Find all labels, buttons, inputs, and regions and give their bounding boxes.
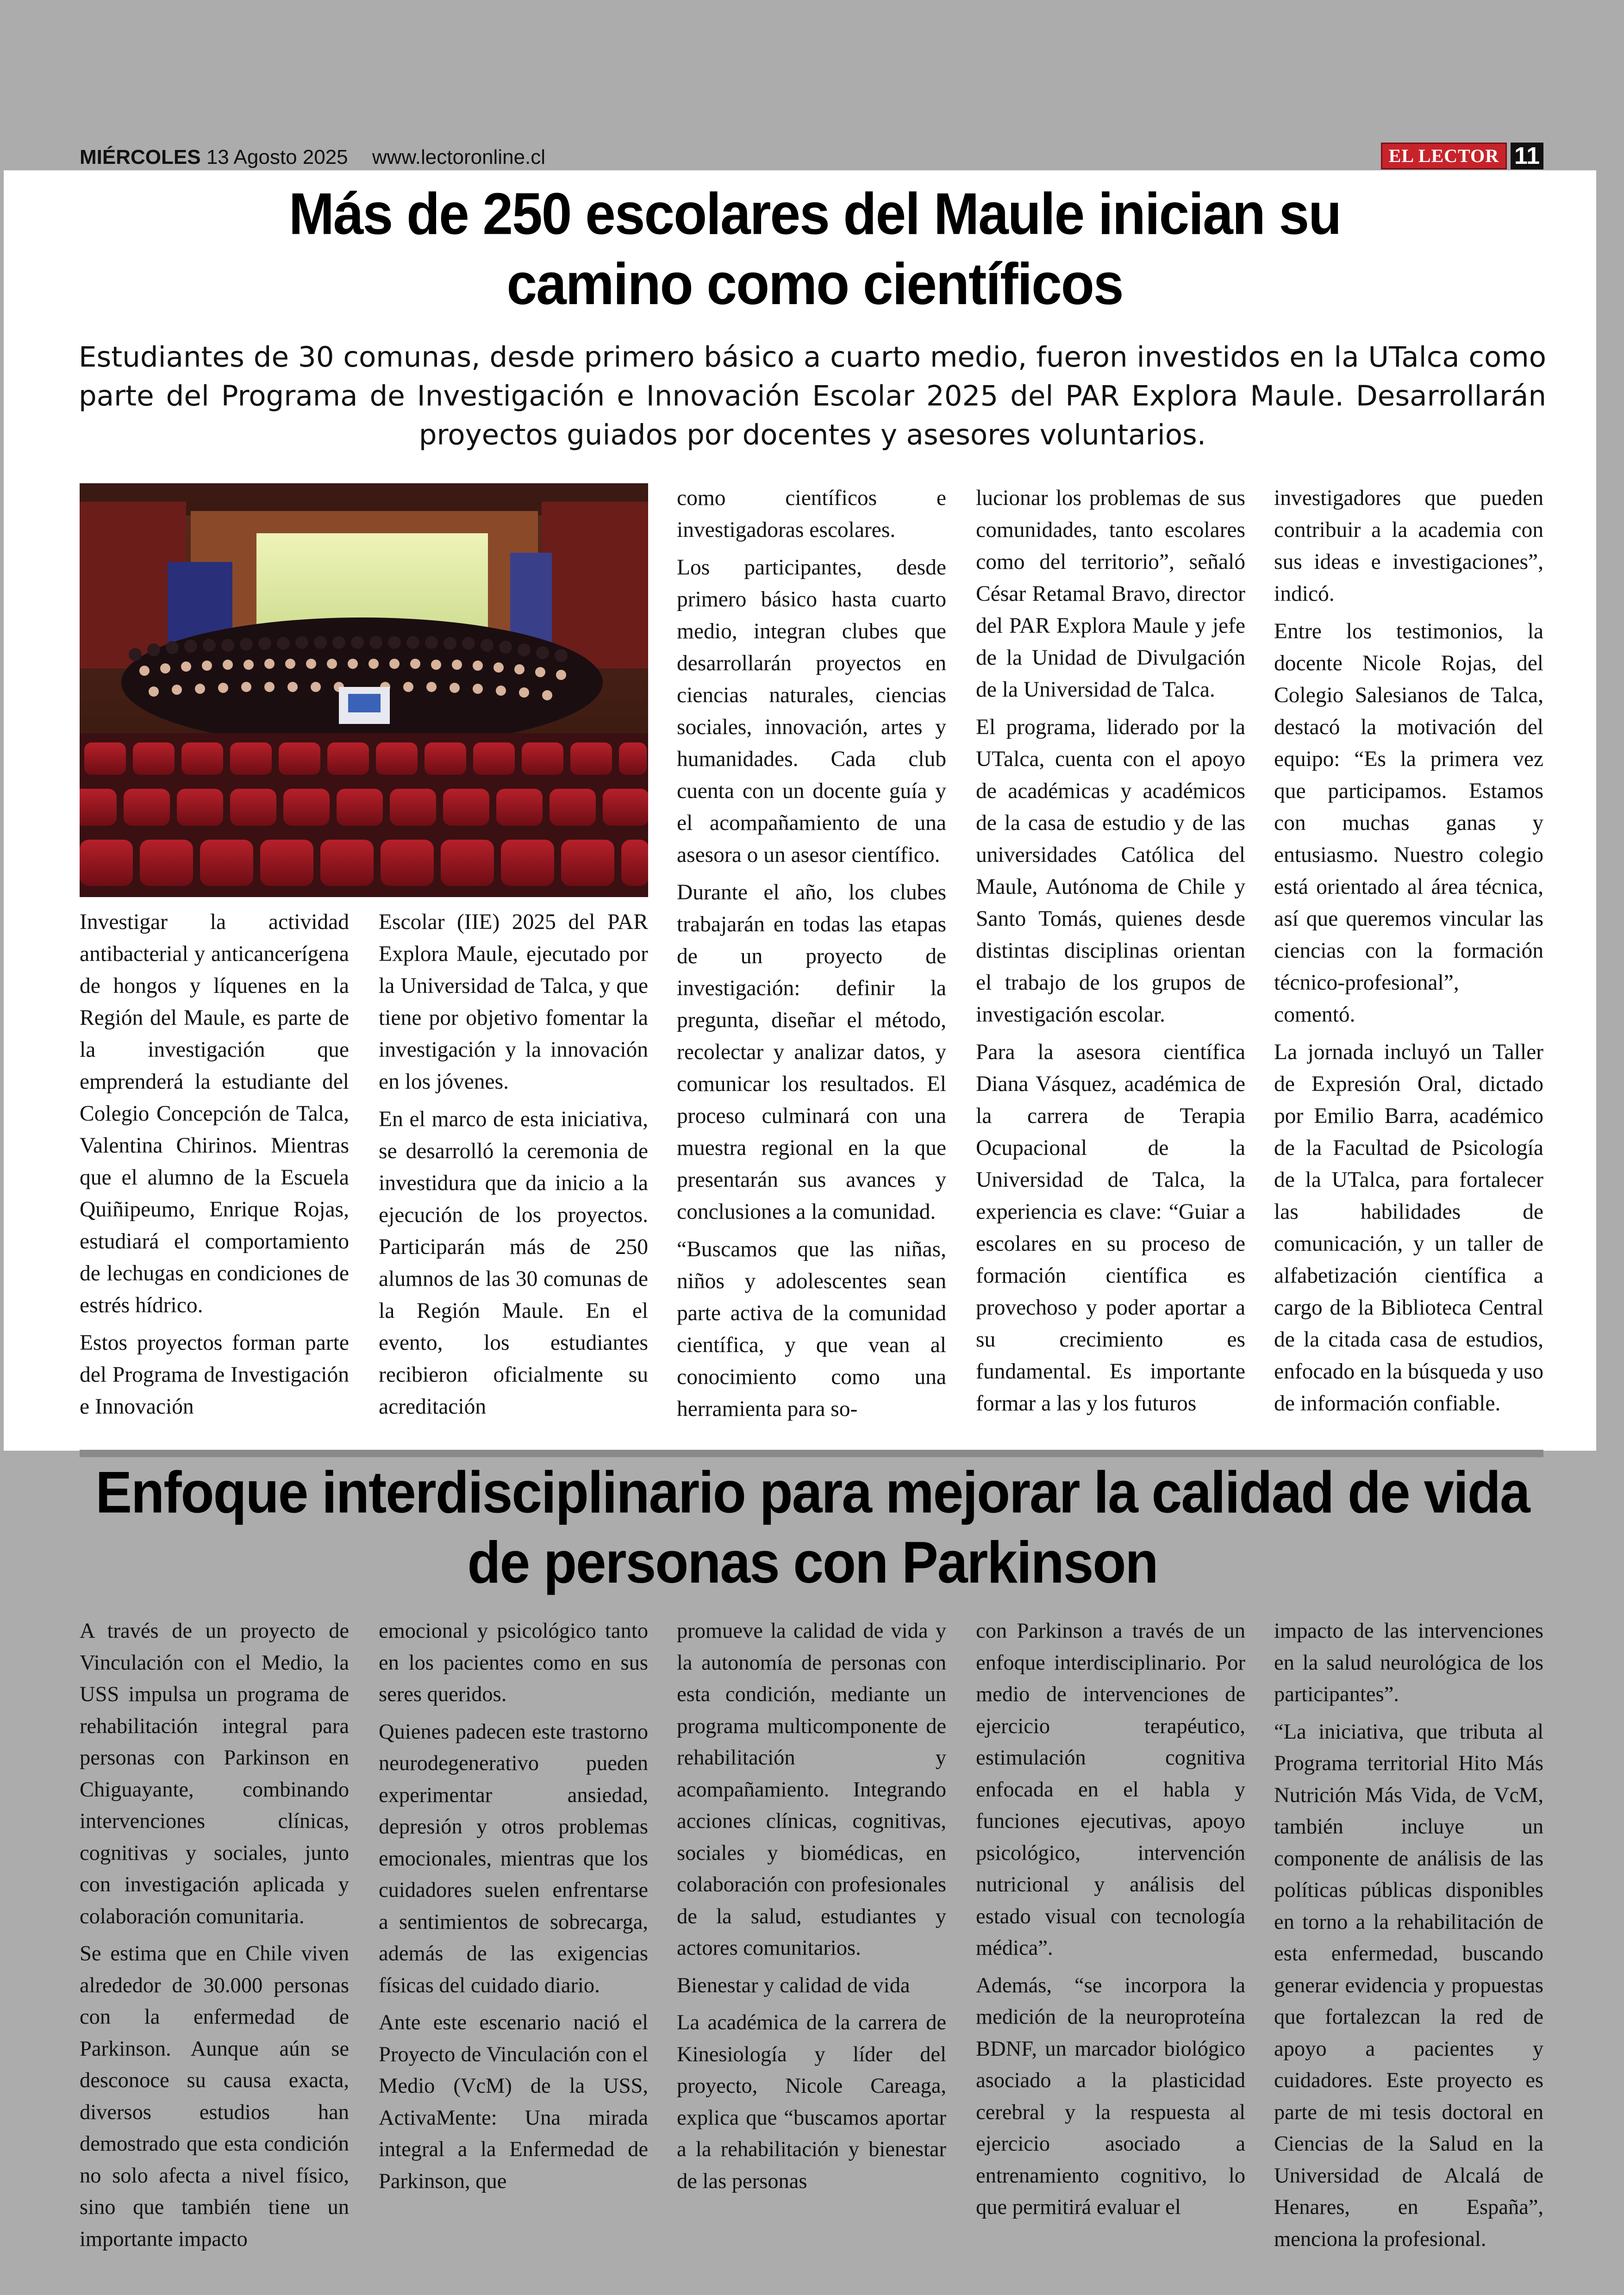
article1-column-1 bbox=[80, 906, 349, 1428]
article1-col2-paragraph: En el marco de esta iniciativa, se desarrolló la ceremonia de investidura que da inicio a la ejecución de los proyectos. Participarán más de 250 alumnos de las 30 comunas de la Región Maule. En el evento, los estudiantes recibieron oficialmente su acreditación bbox=[379, 1107, 648, 1419]
article2-section-subtitle: Bienestar y calidad de vida bbox=[677, 1973, 910, 1997]
header-site-link[interactable]: www.lectoronline.cl bbox=[372, 146, 546, 168]
article1-col4-paragraph: El programa, liderado por la UTalca, cuenta con el apoyo de académicas y académicos de la casa de estudio y de las universidades Católica del Maule, Autónoma de Chile y Santo Tomás, quienes desde distintas disciplinas orientan el trabajo de los grupos de investigación escolar. bbox=[976, 715, 1245, 1027]
article1-col4-paragraph: Para la asesora científica Diana Vásquez, académica de la carrera de Terapia Ocupacional de la Universidad de Talca, la experiencia es clave: “Guiar a escolares en su proceso de formación científica es provechoso y poder aportar a su crecimiento es fundamental. Es importante formar a las y los futuros bbox=[976, 1040, 1245, 1416]
article1-col5-paragraph: La jornada incluyó un Taller de Expresión Oral, dictado por Emilio Barra, académico de la Facultad de Psicología de la UTalca, para fortalecer las habilidades de comunicación, y un taller de alfabetización científica a cargo de la Biblioteca Central de la citada casa de estudios, enfocado en la búsqueda y uso de información confiable. bbox=[1274, 1040, 1543, 1416]
article1-headline-line2: camino como científicos bbox=[506, 251, 1123, 317]
article2-col2-paragraph: Ante este escenario nació el Proyecto de Vinculación con el Medio (VcM) de la USS, ActivaMente: Una mirada integral a la Enfermedad de Parkinson, que bbox=[379, 2011, 648, 2193]
header-day: MIÉRCOLES bbox=[80, 146, 201, 168]
article1-headline bbox=[79, 179, 1551, 319]
article1-column-3 bbox=[677, 482, 946, 1431]
article1-headline-line1: Más de 250 escolares del Maule inician su bbox=[288, 181, 1341, 247]
article1-col3-paragraph: Los participantes, desde primero básico hasta cuarto medio, integran clubes que desarrollarán proyectos en ciencias naturales, ciencias sociales, innovación, artes y humanidades. Cada club cuenta con un docente guía y el acompañamiento de una asesora o un asesor científico. bbox=[677, 555, 946, 867]
article2-col5-paragraph: impacto de las intervenciones en la salud neurológica de los participantes”. bbox=[1274, 1619, 1543, 1706]
article2-col4-paragraph: Además, “se incorpora la medición de la neuroproteína BDNF, un marcador biológico asociado a la plasticidad cerebral y la respuesta al ejercicio asociado a entrenamiento cognitivo, lo que permitirá evaluar el bbox=[976, 1973, 1245, 2219]
article1-photo bbox=[80, 483, 648, 897]
page-number: 11 bbox=[1511, 143, 1543, 169]
article2-col1-paragraph: A través de un proyecto de Vinculación con el Medio, la USS impulsa un programa de rehabilitación integral para personas con Parkinson en Chiguayante, combinando intervenciones clínicas, cognitivas y sociales, junto con investigación aplicada y colaboración comunitaria. bbox=[80, 1619, 349, 1928]
article1-col5-paragraph: investigadores que pueden contribuir a la academia con sus ideas e investigaciones”, indicó. bbox=[1274, 486, 1543, 606]
brand bbox=[1381, 143, 1543, 169]
article2-col3-paragraph: promueve la calidad de vida y la autonomía de personas con esta condición, mediante un programa multicomponente de rehabilitación y acompañamiento. Integrando acciones clínicas, cognitivas, sociales y biomédicas, en colaboración con profesionales de la salud, estudiantes y actores comunitarios. bbox=[677, 1619, 946, 1960]
article2-column-4 bbox=[976, 1615, 1245, 2229]
article2-headline-line2: de personas con Parkinson bbox=[467, 1529, 1158, 1596]
header-date-text: 13 Agosto 2025 bbox=[206, 146, 348, 168]
article2-column-3 bbox=[677, 1615, 946, 2203]
article1-col5-paragraph: Entre los testimonios, la docente Nicole Rojas, del Colegio Salesianos de Talca, destacó la motivación del equipo: “Es la primera vez que participamos. Estamos con muchas ganas y entusiasmo. Nuestro colegio está orientado al área técnica, así que queremos vincular las ciencias con la formación técnico-profesional”, comentó. bbox=[1274, 619, 1543, 1027]
article2-col2-paragraph: emocional y psicológico tanto en los pacientes como en sus seres queridos. bbox=[379, 1619, 648, 1706]
ceremony-photo-illustration bbox=[80, 483, 648, 897]
article1-col1-paragraph: Estos proyectos forman parte del Programa de Investigación e Innovación bbox=[80, 1331, 349, 1419]
page-header bbox=[80, 143, 1543, 173]
article2-column-1 bbox=[80, 1615, 349, 2261]
article2-col4-paragraph: con Parkinson a través de un enfoque interdisciplinario. Por medio de intervenciones de ejercicio terapéutico, estimulación cognitiva enfocada en el habla y funciones ejecutivas, apoyo psicológico, intervención nutricional y análisis del estado visual con tecnología médica”. bbox=[976, 1619, 1245, 1960]
article2-col1-paragraph: Se estima que en Chile viven alrededor de 30.000 personas con la enfermedad de Parkinson. Aunque aún se desconoce su causa exacta, diversos estudios han demostrado que esta condición no solo afecta a nivel físico, sino que también tiene un importante impacto bbox=[80, 1942, 349, 2251]
article1-col1-paragraph: Investigar la actividad antibacterial y anticancerígena de hongos y líquenes en la Región del Maule, es parte de la investigación que emprenderá la estudiante del Colegio Concepción de Talca, Valentina Chirinos. Mientras que el alumno de la Escuela Quiñipeumo, Enrique Rojas, estudiará el comportamiento de lechugas en condiciones de estrés hídrico. bbox=[80, 910, 349, 1317]
article1-subhead: Estudiantes de 30 comunas, desde primero básico a cuarto medio, fueron investidos en la UTalca como parte del Programa de Investigación e Innovación Escolar 2025 del PAR Explora Maule. Desarrollarán proyectos guiados por docentes y asesores voluntarios. bbox=[79, 341, 1546, 451]
article1-col2-paragraph: Escolar (IIE) 2025 del PAR Explora Maule, ejecutado por la Universidad de Talca, y que tiene por objetivo fomentar la investigación y la innovación en los jóvenes. bbox=[379, 910, 648, 1094]
article2-col3-paragraph: La académica de la carrera de Kinesiología y líder del proyecto, Nicole Careaga, explica que “buscamos aportar a la rehabilitación y bienestar de las personas bbox=[677, 2011, 946, 2193]
article1-col3-paragraph: como científicos e investigadoras escolares. bbox=[677, 486, 946, 542]
article2-headline-line1: Enfoque interdisciplinario para mejorar la calidad de vida bbox=[95, 1459, 1530, 1526]
article2-column-2 bbox=[379, 1615, 648, 2203]
article2-column-5 bbox=[1274, 1615, 1543, 2261]
article1-col3-paragraph: Durante el año, los clubes trabajarán en todas las etapas de un proyecto de investigación: definir la pregunta, diseñar el método, recolectar y analizar datos, y comunicar los resultados. El proceso culminará con una muestra regional en la que presentarán sus avances y conclusiones a la comunidad. bbox=[677, 880, 946, 1224]
article1-column-2 bbox=[379, 906, 648, 1428]
article1-col4-paragraph: lucionar los problemas de sus comunidades, tanto escolares como del territorio”, señaló César Retamal Bravo, director del PAR Explora Maule y jefe de la Unidad de Divulgación de la Universidad de Talca. bbox=[976, 486, 1245, 702]
article1-column-5 bbox=[1274, 482, 1543, 1425]
brand-logo: EL LECTOR bbox=[1381, 143, 1507, 169]
section-divider bbox=[80, 1450, 1543, 1457]
header-date bbox=[80, 144, 545, 170]
article1-column-4 bbox=[976, 482, 1245, 1425]
article2-headline bbox=[79, 1458, 1546, 1597]
article1-col3-paragraph: “Buscamos que las niñas, niños y adolescentes sean parte activa de la comunidad científica, y que vean al conocimiento como una herramienta para so- bbox=[677, 1237, 946, 1421]
article2-col2-paragraph: Quienes padecen este trastorno neurodegenerativo pueden experimentar ansiedad, depresión y otros problemas emocionales, mientras que los cuidadores suelen enfrentarse a sentimientos de sobrecarga, además de las exigencias físicas del cuidado diario. bbox=[379, 1720, 648, 1997]
article2-col5-paragraph: “La iniciativa, que tributa al Programa territorial Hito Más Nutrición Más Vida, de VcM, también incluye un componente de análisis de las políticas públicas disponibles en torno a la rehabilitación de esta enfermedad, buscando generar evidencia y propuestas que fortalezcan la red de apoyo a pacientes y cuidadores. Este proyecto es parte de mi tesis doctoral en Ciencias de la Salud en la Universidad de Alcalá de Henares, en España”, menciona la profesional. bbox=[1274, 1720, 1543, 2251]
